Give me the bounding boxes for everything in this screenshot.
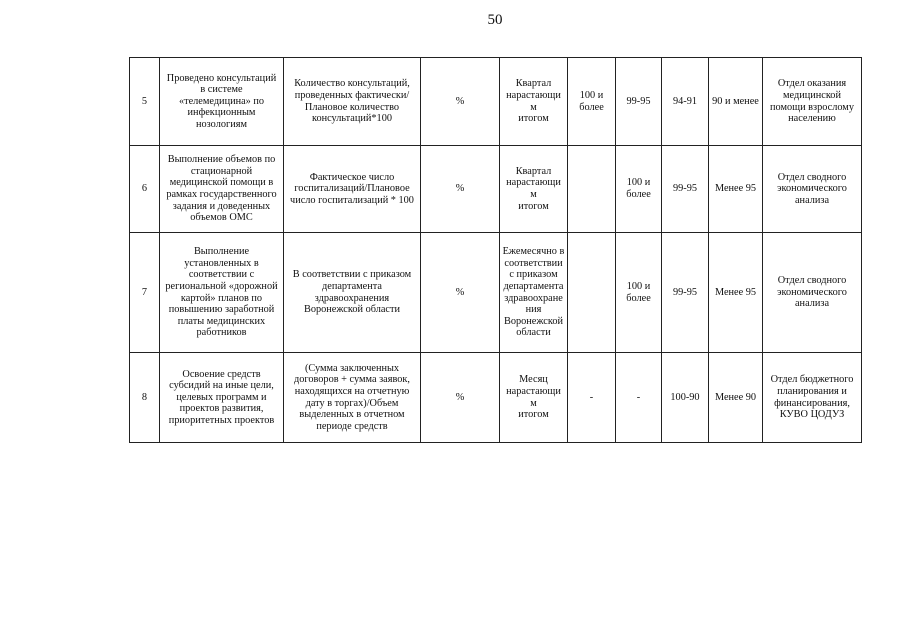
value-cell-4: Менее 90 — [709, 353, 763, 443]
value-cell-3: 94-91 — [662, 58, 709, 146]
value-cell-4: 90 и менее — [709, 58, 763, 146]
responsible-cell: Отдел оказания медицинской помощи взрослому населению — [763, 58, 862, 146]
value-cell-3: 99-95 — [662, 233, 709, 353]
indicator-cell: Выполнение установленных в соответствии с региональной «дорожной картой» планов по повышению заработной платы медицинских работников — [160, 233, 284, 353]
table-row — [130, 353, 862, 443]
responsible-cell: Отдел сводного экономического анализа — [763, 233, 862, 353]
indicator-cell: Проведено консультаций в системе «телемедицина» по инфекционным нозологиям — [160, 58, 284, 146]
formula-cell: Количество консультаций, проведенных фактически/ Плановое количество консультаций*100 — [284, 58, 421, 146]
unit-cell: % — [421, 58, 500, 146]
unit-cell: % — [421, 146, 500, 233]
row-number: 6 — [130, 146, 160, 233]
unit-cell: % — [421, 233, 500, 353]
row-number: 8 — [130, 353, 160, 443]
value-cell-4: Менее 95 — [709, 233, 763, 353]
period-cell: Месяц нарастающи м итогом — [500, 353, 568, 443]
responsible-cell: Отдел сводного экономического анализа — [763, 146, 862, 233]
value-cell-3: 99-95 — [662, 146, 709, 233]
table-row — [130, 58, 862, 146]
value-cell-1 — [568, 146, 616, 233]
period-cell: Ежемесячно в соответствии с приказом департамента здравоохране ния Воронежской области — [500, 233, 568, 353]
value-cell-2: 100 и более — [616, 146, 662, 233]
value-cell-4: Менее 95 — [709, 146, 763, 233]
period-cell: Квартал нарастающи м итогом — [500, 58, 568, 146]
table-row — [130, 233, 862, 353]
value-cell-2: 99-95 — [616, 58, 662, 146]
row-number: 7 — [130, 233, 160, 353]
row-number: 5 — [130, 58, 160, 146]
unit-cell: % — [421, 353, 500, 443]
formula-cell: (Сумма заключенных договоров + сумма заявок, находящихся на отчетную дату в торгах)/Объем выделенных в отчетном периоде средств — [284, 353, 421, 443]
indicators-table — [129, 57, 862, 443]
value-cell-1: - — [568, 353, 616, 443]
table-row — [130, 146, 862, 233]
value-cell-1 — [568, 233, 616, 353]
value-cell-1: 100 и более — [568, 58, 616, 146]
period-cell: Квартал нарастающи м итогом — [500, 146, 568, 233]
page-number: 50 — [487, 12, 503, 28]
responsible-cell: Отдел бюджетного планирования и финансирования, КУВО ЦОДУЗ — [763, 353, 862, 443]
value-cell-2: - — [616, 353, 662, 443]
formula-cell: В соответствии с приказом департамента здравоохранения Воронежской области — [284, 233, 421, 353]
indicator-cell: Освоение средств субсидий на иные цели, целевых программ и проектов развития, приоритетных проектов — [160, 353, 284, 443]
formula-cell: Фактическое число госпитализаций/Плановое число госпитализаций * 100 — [284, 146, 421, 233]
indicator-cell: Выполнение объемов по стационарной медицинской помощи в рамках государственного задания и доведенных объемов ОМС — [160, 146, 284, 233]
value-cell-2: 100 и более — [616, 233, 662, 353]
value-cell-3: 100-90 — [662, 353, 709, 443]
